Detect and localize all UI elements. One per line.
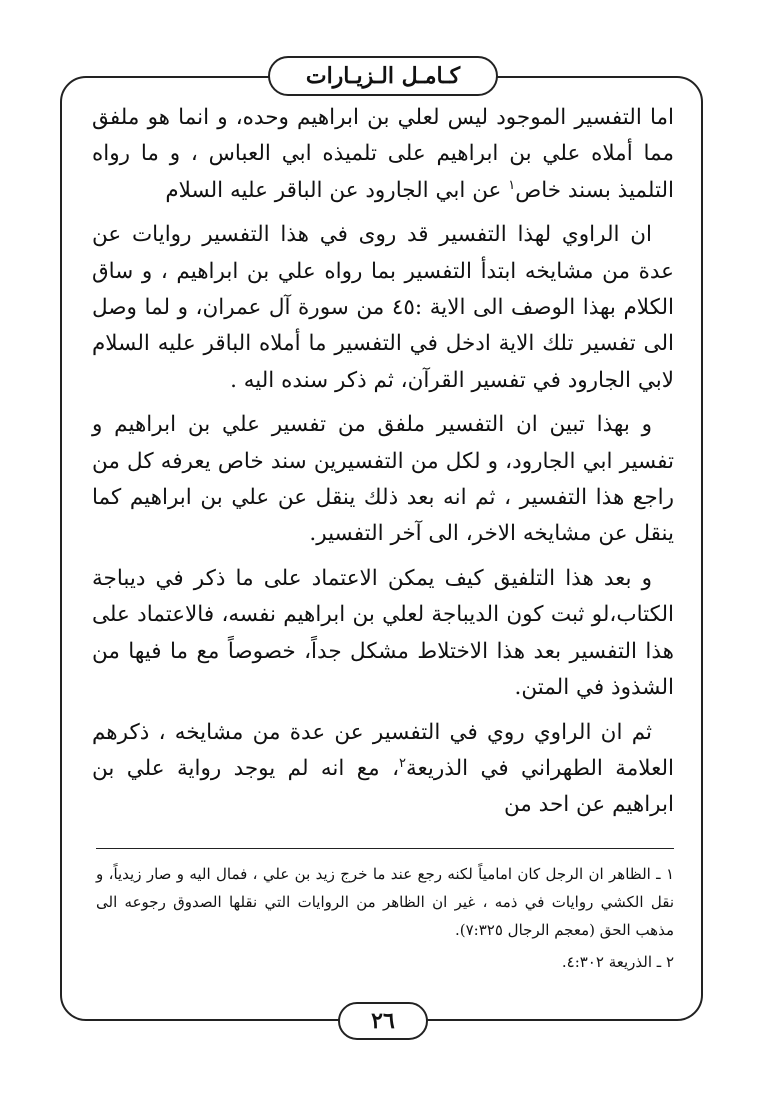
footnote-ref-2: ٢	[399, 755, 407, 771]
footnote-2: ٢ ـ الذريعة ٤:٣٠٢.	[561, 953, 674, 971]
paragraph-1-text-after: عن ابي الجارود عن الباقر عليه السلام	[165, 177, 509, 203]
page-number: ٢٦	[338, 1002, 428, 1040]
footnote-1: ١ ـ الظاهر ان الرجل كان امامياً لكنه رجع عند ما خرج زيد بن علي ، فمال اليه و صار زيدياً، و نقل الكشي روايات في ذمه ، غير ان الظاهر من الروايات التي نقلها الصدوق رجوعه الى مذهب الحق (معجم الرجال ٧:٣٢٥).	[96, 865, 674, 939]
paragraph-5-text-before: ثم ان الراوي روي في التفسير عن عدة من مشايخه ، ذكرهم العلامة الطهراني في الذريعة	[92, 719, 675, 781]
footnote-divider	[96, 848, 674, 849]
paragraph-1	[92, 100, 674, 209]
paragraph-1-text-before: اما التفسير الموجود ليس لعلي بن ابراهيم وحده، و انما هو ملفق مما أملاه علي بن ابراهيم على تلميذه ابي العباس ، و ما رواه التلميذ بسند خاص	[92, 105, 674, 203]
paragraph-5	[92, 715, 674, 824]
paragraph-4: و بعد هذا التلفيق كيف يمكن الاعتماد على ما ذكر في ديباجة الكتاب،لو ثبت كون الديباجة لعلي بن ابراهيم نفسه، فالاعتماد على هذا التفسير بعد هذا الاختلاط مشكل جداً، خصوصاً مع ما فيها من الشذوذ في المتن.	[92, 565, 674, 701]
paragraph-3: و بهذا تبين ان التفسير ملفق من تفسير علي بن ابراهيم و تفسير ابي الجارود، و لكل من التفسيرين سند خاص يعرفه كل من راجع هذا التفسير ، ثم انه بعد ذلك ينقل عن علي بن ابراهيم كما ينقل عن مشايخه الاخر، الى آخر التفسير.	[92, 412, 674, 547]
paragraph-2: ان الراوي لهذا التفسير قد روى في هذا التفسير روايات عن عدة من مشايخه ابتدأ التفسير بما رواه علي بن ابراهيم ، و ساق الكلام بهذا الوصف الى الاية :٤٥ من سورة آل عمران، و لما وصل الى تفسير تلك الاية ادخل في التفسير ما أملاه الباقر عليه السلام لابي الجارود في تفسير القرآن، ثم ذكر سنده اليه .	[92, 222, 674, 393]
paragraph-5-text-after: ، مع انه لم يوجد رواية علي بن ابراهيم عن احد من	[92, 755, 674, 818]
main-text	[92, 100, 674, 832]
running-header-title: كـامـل الـزيـارات	[268, 56, 498, 96]
footnote-ref-1: ١	[508, 177, 516, 193]
footnotes	[96, 860, 674, 980]
